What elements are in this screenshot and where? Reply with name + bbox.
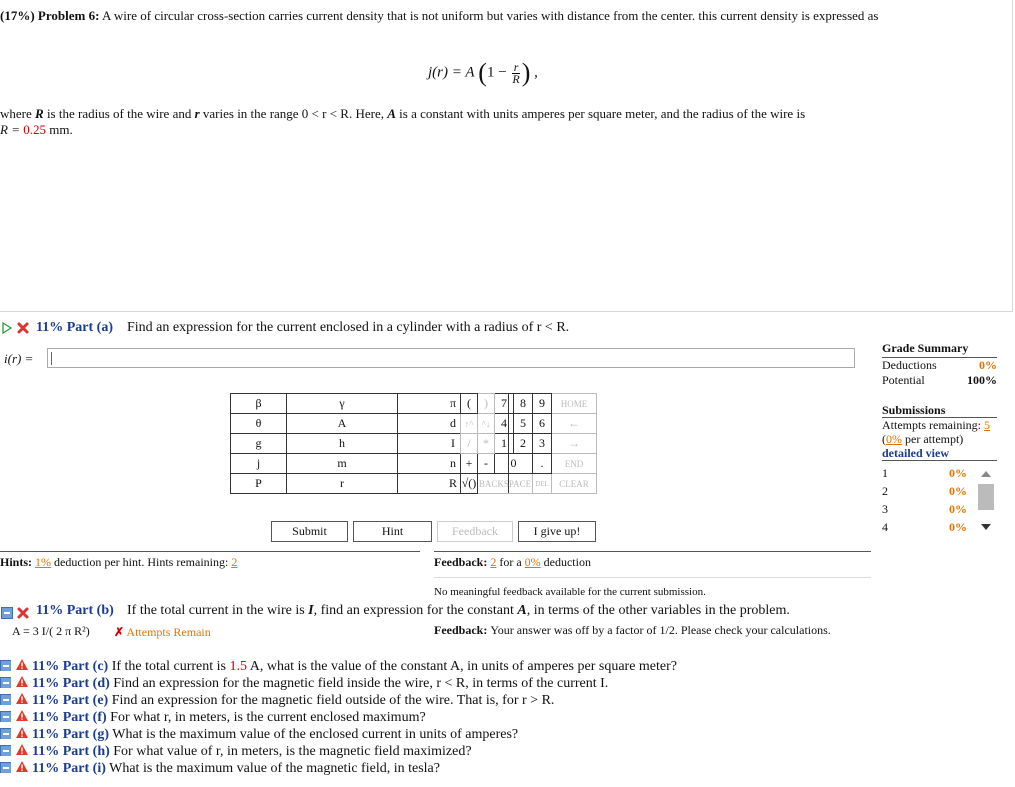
key-7[interactable]: 7 (495, 394, 514, 414)
hint-button[interactable]: Hint (353, 521, 432, 542)
key-home[interactable]: HOME (552, 394, 597, 414)
where-text-1: where (0, 106, 36, 121)
part-question: Find an expression for the magnetic field inside the wire, r < R, in terms of the current I. (113, 676, 609, 691)
hints-text: deduction per hint. Hints remaining: (51, 555, 232, 569)
part-b-percent: 11% Part (b) (36, 603, 114, 618)
part-question: If the total current is (111, 659, 230, 674)
part-percent: 11% Part (d) (32, 676, 110, 691)
key-d[interactable]: d (398, 414, 509, 434)
key-r[interactable]: r (287, 474, 398, 494)
where-text-4: is a constant with units amperes per square meter, and the radius of the wire is (395, 106, 806, 121)
warning-icon (15, 760, 29, 773)
attempts-remain-status (114, 625, 211, 640)
hints-label: Hints: (0, 555, 36, 569)
problem-intro-text: A wire of circular cross-section carries current density that is not uniform but varies with distance from the center. this current density is expressed as (101, 8, 879, 23)
feedback-deduction: 0% (524, 555, 541, 569)
part-question: For what r, in meters, is the current enclosed maximum? (110, 710, 426, 725)
number-keypad (460, 393, 597, 494)
key-dot[interactable]: . (533, 454, 552, 474)
key-I[interactable]: I (398, 434, 509, 454)
attempts-label: Attempts remaining: (882, 418, 984, 432)
key-theta[interactable]: θ (231, 414, 287, 434)
submit-button[interactable]: Submit (271, 521, 348, 542)
key-2[interactable]: 2 (514, 434, 533, 454)
hints-divider (0, 551, 420, 552)
warning-icon (15, 743, 29, 756)
no-feedback-message: No meaningful feedback available for the current submission. (434, 586, 706, 598)
key-paren-close[interactable]: ) (478, 394, 495, 414)
equation-denominator: R (512, 71, 520, 86)
submission-percent: 0% (949, 502, 967, 516)
key-sqrt[interactable]: √() (461, 474, 478, 494)
radius-unit: mm. (45, 122, 73, 137)
current-density-equation: j(r) = A (1 − $\frac{r}{R}$ ) , (428, 58, 538, 87)
expand-icon[interactable] (0, 728, 11, 739)
deductions-row (882, 358, 997, 373)
submission-percent: 0% (949, 484, 967, 498)
problem-panel (0, 0, 1013, 312)
part-percent: 11% Part (g) (32, 727, 109, 742)
key-0[interactable]: 0 (495, 454, 533, 474)
warning-icon (15, 726, 29, 739)
expand-icon[interactable] (0, 677, 11, 688)
part-row[interactable] (0, 760, 677, 777)
key-gamma[interactable]: γ (287, 394, 398, 414)
key-right-arrow[interactable]: → (552, 434, 597, 454)
potential-row (882, 373, 997, 388)
radius-value: 0.25 (23, 122, 46, 137)
key-backspace[interactable]: BACKSPACE (478, 474, 533, 494)
key-paren-open[interactable]: ( (461, 394, 478, 414)
potential-label: Potential (882, 373, 925, 387)
feedback-divider (434, 551, 871, 552)
part-percent: 11% Part (i) (32, 761, 106, 776)
warning-icon (15, 658, 29, 671)
deductions-label: Deductions (882, 358, 937, 372)
per-attempt-value: 0% (886, 432, 902, 446)
part-question: What is the maximum value of the enclosed current in units of amperes? (112, 727, 519, 742)
part-row[interactable] (0, 743, 677, 760)
where-text-2: is the radius of the wire and (43, 106, 195, 121)
answer-input[interactable] (47, 348, 855, 368)
submission-percent: 0% (949, 520, 967, 534)
part-a-question: Find an expression for the current enclosed in a cylinder with a radius of r < R. (127, 320, 570, 335)
key-minus[interactable]: - (478, 454, 495, 474)
part-question-rest: A, what is the value of the constant A, in units of amperes per square meter? (247, 659, 677, 674)
problem-title: Problem 6: (37, 8, 100, 23)
part-percent: 11% Part (c) (32, 659, 109, 674)
key-beta[interactable]: β (231, 394, 287, 414)
part-b-feedback (434, 623, 831, 638)
submission-number: 2 (882, 484, 888, 498)
feedback-divider-2 (434, 577, 871, 578)
part-a-percent: 11% Part (a) (36, 320, 113, 335)
key-1[interactable]: 1 (495, 434, 514, 454)
key-n[interactable]: n (398, 454, 509, 474)
part-question: What is the maximum value of the magnetic field, in tesla? (109, 761, 440, 776)
equation-lhs: j(r) = A (428, 64, 475, 81)
expand-icon[interactable] (0, 694, 11, 705)
where-var-R: R (35, 106, 44, 121)
problem-where (0, 106, 1000, 138)
answer-input-label: i(r) = (4, 351, 34, 366)
part-b-feedback-text: Your answer was off by a factor of 1/2. Please check your calculations. (490, 623, 831, 637)
potential-value: 100% (967, 373, 997, 387)
warning-icon (15, 675, 29, 688)
key-del[interactable]: DEL (533, 474, 552, 494)
key-pi[interactable]: π (398, 394, 509, 414)
give-up-button[interactable]: I give up! (518, 521, 596, 542)
part-row[interactable] (0, 658, 677, 675)
part-b-feedback-label: Feedback: (434, 623, 491, 637)
part-a-header[interactable] (0, 318, 860, 340)
key-g[interactable]: g (231, 434, 287, 454)
equation-numerator: r (513, 59, 519, 74)
key-down[interactable]: ^↓ (478, 414, 495, 434)
grade-summary (882, 341, 997, 388)
cross-icon: ✗ (114, 625, 125, 639)
feedback-text-2: deduction (540, 555, 591, 569)
scroll-up-icon[interactable] (981, 471, 991, 477)
submissions-title: Submissions (882, 403, 997, 418)
key-4[interactable]: 4 (495, 414, 514, 434)
expand-icon[interactable] (0, 711, 11, 722)
key-R[interactable]: R (398, 474, 509, 494)
feedback-label: Feedback: (434, 555, 491, 569)
where-var-A: A (387, 106, 396, 121)
collapse-icon[interactable] (1, 607, 13, 619)
parts-list (0, 658, 677, 777)
hints-info (0, 555, 237, 570)
warning-icon (15, 692, 29, 705)
expand-icon[interactable] (0, 745, 11, 756)
key-5[interactable]: 5 (514, 414, 533, 434)
part-b-question (127, 603, 790, 619)
part-b-q3: , in terms of the other variables in the problem. (526, 603, 790, 618)
key-m[interactable]: m (287, 454, 398, 474)
deductions-value: 0% (979, 358, 997, 372)
part-b-answer: A = 3 I/( 2 π R²) (12, 624, 90, 638)
key-divide[interactable]: / (461, 434, 478, 454)
key-8[interactable]: 8 (514, 394, 533, 414)
incorrect-x-icon (16, 321, 30, 335)
per-attempt-open: ( (882, 432, 886, 446)
part-percent: 11% Part (h) (32, 744, 110, 759)
key-j[interactable]: j (231, 454, 287, 474)
part-row[interactable] (0, 675, 677, 692)
submission-number: 3 (882, 502, 888, 516)
submission-number: 4 (882, 520, 888, 534)
key-clear[interactable]: CLEAR (552, 474, 597, 494)
attempts-value: 5 (983, 418, 990, 432)
hints-remaining: 2 (231, 555, 238, 569)
scroll-thumb[interactable] (978, 484, 994, 510)
key-9[interactable]: 9 (533, 394, 552, 414)
where-var-r: r (194, 106, 200, 121)
attempts-remaining (882, 418, 1002, 432)
submissions-panel (882, 403, 1002, 461)
detailed-view-link[interactable]: detailed view (882, 446, 997, 461)
problem-intro (0, 8, 1000, 24)
part-b-var-A: A (517, 603, 527, 618)
hints-deduction: 1% (35, 555, 52, 569)
feedback-button[interactable]: Feedback (437, 521, 513, 542)
part-question: Find an expression for the magnetic field outside of the wire. That is, for r > R. (111, 693, 555, 708)
grade-summary-title: Grade Summary (882, 341, 997, 358)
part-row[interactable] (0, 709, 677, 726)
submission-scrollbar[interactable] (975, 466, 997, 538)
submission-percent: 0% (949, 466, 967, 480)
problem-weight: (17%) (0, 8, 35, 23)
feedback-info (434, 555, 591, 570)
key-up[interactable]: ↑^ (461, 414, 478, 434)
key-end[interactable]: END (552, 454, 597, 474)
per-attempt-label: per attempt) (902, 432, 964, 446)
part-row[interactable] (0, 726, 677, 743)
expand-icon[interactable] (0, 762, 11, 773)
key-left-arrow[interactable]: ← (552, 414, 597, 434)
part-b-q1: If the total current in the wire is (127, 603, 309, 618)
equation-fraction (512, 59, 520, 86)
key-h[interactable]: h (287, 434, 398, 454)
feedback-count: 2 (490, 555, 497, 569)
part-b-var-I: I (308, 603, 314, 618)
attempts-remain-label: Attempts Remain (126, 625, 211, 639)
part-b-q2: , find an expression for the constant (313, 603, 518, 618)
warning-icon (15, 709, 29, 722)
key-times[interactable]: * (478, 434, 495, 454)
expand-arrow-icon[interactable] (2, 322, 12, 334)
expand-icon[interactable] (0, 660, 11, 671)
key-6[interactable]: 6 (533, 414, 552, 434)
key-plus[interactable]: + (461, 454, 478, 474)
key-A[interactable]: A (287, 414, 398, 434)
where-text-3: varies in the range 0 < r < R. Here, (199, 106, 388, 121)
part-row[interactable] (0, 692, 677, 709)
scroll-down-icon[interactable] (981, 524, 991, 530)
key-P[interactable]: P (231, 474, 287, 494)
incorrect-x-icon (16, 606, 30, 620)
feedback-text-1: for a (496, 555, 525, 569)
key-3[interactable]: 3 (533, 434, 552, 454)
submission-number: 1 (882, 466, 888, 480)
part-question: For what value of r, in meters, is the magnetic field maximized? (113, 744, 472, 759)
radius-label: R = (0, 122, 24, 137)
per-attempt (882, 432, 1002, 446)
part-percent: 11% Part (f) (32, 710, 107, 725)
part-highlight: 1.5 (229, 659, 247, 674)
part-percent: 11% Part (e) (32, 693, 109, 708)
